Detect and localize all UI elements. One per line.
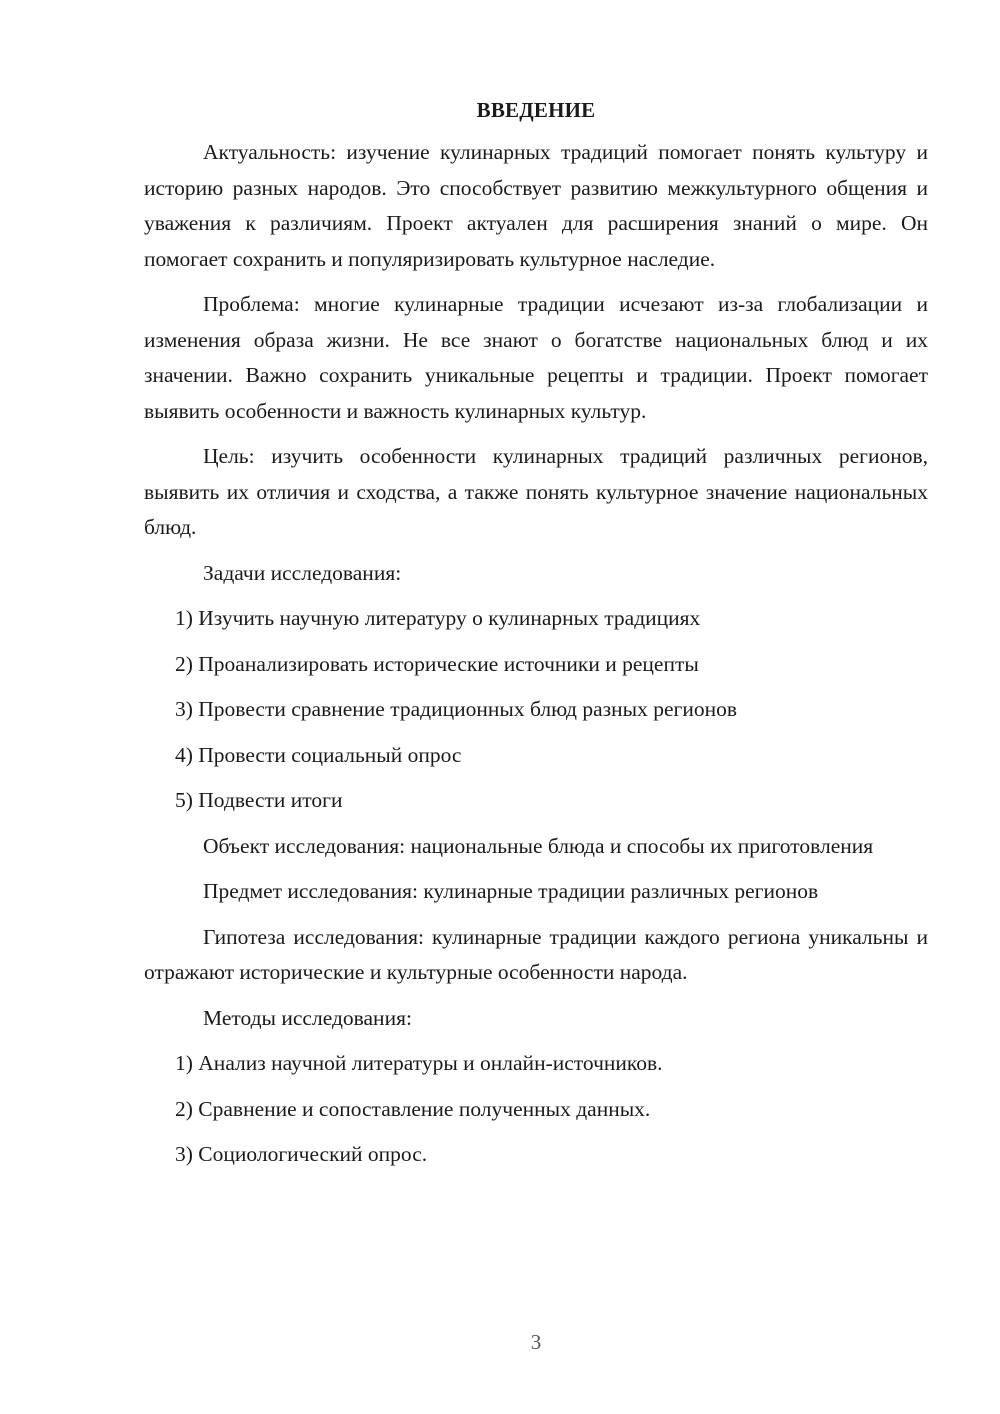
task-item: 2) Проанализировать исторические источники и рецепты: [175, 651, 699, 676]
task-item: 1) Изучить научную литературу о кулинарных традициях: [175, 606, 701, 630]
task-item: 5) Подвести итоги: [175, 788, 343, 812]
method-item: 3) Социологический опрос.: [175, 1142, 428, 1166]
relevance-paragraph: Актуальность: изучение кулинарных традиций помогает понять культуру и историю разных народов. Это способствует развитию межкультурного общения и уважения к различиям. Проект актуален для расширения знаний о мире. Он помогает сохранить и популяризировать культурное наследие.: [144, 140, 928, 271]
method-item: 2) Сравнение и сопоставление полученных данных.: [175, 1096, 651, 1121]
object-paragraph: Объект исследования: национальные блюда и способы их приготовления: [203, 833, 874, 858]
goal-paragraph: Цель: изучить особенности кулинарных традиций различных регионов, выявить их отличия и сходства, а также понять культурное значение национальных блюд.: [144, 444, 928, 539]
page-title: ВВЕДЕНИЕ: [476, 98, 596, 122]
task-item: 4) Провести социальный опрос: [175, 742, 462, 767]
method-item: 1) Анализ научной литературы и онлайн-источников.: [175, 1051, 663, 1075]
hypothesis-paragraph: Гипотеза исследования: кулинарные традиции каждого региона уникальны и отражают исторические и культурные особенности народа.: [144, 924, 928, 984]
task-item: 3) Провести сравнение традиционных блюд разных регионов: [175, 697, 737, 721]
methods-heading: Методы исследования:: [203, 1005, 412, 1030]
page-number: 3: [530, 1330, 542, 1354]
subject-paragraph: Предмет исследования: кулинарные традиции различных регионов: [203, 879, 819, 903]
document-page: [144, 93, 928, 1183]
tasks-heading: Задачи исследования:: [203, 560, 402, 585]
problem-paragraph: Проблема: многие кулинарные традиции исчезают из-за глобализации и изменения образа жизни. Не все знают о богатстве национальных блюд и их значении. Важно сохранить уникальные рецепты и традиции. Проект помогает выявить особенности и важность кулинарных культур.: [144, 292, 928, 423]
